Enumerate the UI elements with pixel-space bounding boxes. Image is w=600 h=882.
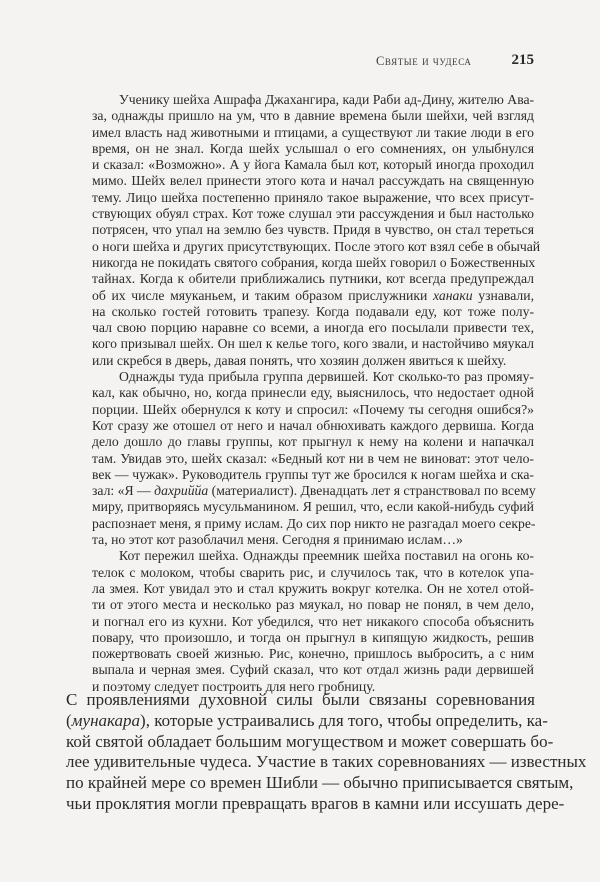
text-segment: имел власть над животными и птицами, а существуют ли такие люди в его: [92, 124, 534, 140]
text-line: [92, 206, 534, 222]
text-segment: тему. Лицо шейха постепенно приняло такое выражение, что всех присут-: [92, 189, 534, 205]
text-line: [66, 752, 587, 773]
text-segment: лее удивительные чудеса. Участие в таких соревнованиях — известных: [66, 752, 587, 772]
text-segment: никогда не покидать святого собрания, когда шейх говорил о Божественных: [92, 254, 536, 270]
text-line: [92, 451, 534, 467]
text-segment: порции. Шейх обернулся к коту и спросил: «Почему ты сегодня ошибся?»: [92, 401, 534, 417]
text-line: [92, 597, 534, 613]
text-line: [92, 662, 534, 678]
text-line: [92, 532, 534, 548]
block-quote: [92, 92, 541, 695]
text-line: [66, 773, 574, 794]
text-segment: о ноги шейха и других присутствующих. После этого кот взял себе в обычай: [92, 238, 541, 254]
text-segment: по крайней мере со времен Шибли — обычно приписывается святым,: [66, 773, 574, 793]
text-line: [92, 173, 534, 189]
text-segment: дело дошло до главы группы, кот прыгнул к нему на колени и напачкал: [92, 434, 534, 450]
quote-paragraph: [92, 548, 534, 695]
text-segment: кой святой обладает большим могуществом и может совершать бо-: [66, 731, 554, 751]
italic-term: дахриййа: [154, 483, 209, 499]
text-segment: телок с молоком, чтобы сварить рис, и случилось так, что в котелок упа-: [92, 564, 534, 580]
quote-paragraph: [92, 369, 534, 548]
running-header: [340, 52, 534, 72]
text-line: [66, 710, 548, 732]
text-line: [92, 499, 534, 515]
text-segment: миру, притворяясь мусульманином. Я решил, что, если какой-нибудь суфий: [92, 499, 534, 515]
text-segment: чьи проклятия могли превращать врагов в камни или иссушать дере-: [66, 793, 565, 813]
text-segment: узнавали,: [472, 287, 534, 303]
text-segment: (: [66, 710, 72, 730]
text-segment: зал: «Я —: [92, 483, 155, 499]
text-segment: Однажды туда прибыла группа дервишей. Кот сколько-то раз промяу-: [119, 369, 534, 385]
text-segment: на сколько гостей готовить трапезу. Когда подавали еду, кот тоже полу-: [92, 303, 534, 319]
text-segment: об их числе мяуканьем, и таким образом прислужники: [92, 287, 434, 303]
text-line: [92, 125, 534, 141]
italic-term: ханаки: [433, 287, 473, 303]
text-segment: ствующих обуял страх. Кот тоже слушал эти рассуждения и был настолько: [92, 206, 534, 222]
text-line: [92, 320, 534, 336]
body-paragraph: [66, 690, 587, 815]
text-line: [92, 238, 541, 255]
text-line: [92, 336, 534, 352]
text-line: [92, 516, 534, 532]
text-segment: С проявлениями духовной силы были связаны соревнования: [66, 690, 535, 709]
text-line: [92, 614, 534, 630]
text-line: [92, 418, 534, 434]
text-segment: Кот сразу же отошел от него и начал обнюхивать каждого дервиша. Когда: [92, 417, 534, 433]
text-segment: век — чужак». Руководитель группы тут же бросился к ногам шейха и ска-: [92, 466, 534, 482]
italic-term: мунакара: [71, 710, 141, 730]
text-segment: пожертвовать своей жизнью. Рис, конечно, пришлось выбросить, а с ним: [92, 646, 534, 662]
text-segment: или скребся в дверь, давая понять, что хозяин должен явиться к шейху.: [92, 352, 507, 368]
text-line: [92, 222, 534, 238]
text-line: [92, 402, 534, 418]
text-line: [92, 108, 534, 124]
text-line: [92, 190, 534, 206]
text-line: [92, 369, 534, 385]
text-line: [66, 690, 535, 711]
text-segment: (материалист). Двенадцать лет я странствовал по всему: [208, 483, 536, 499]
text-line: [92, 630, 534, 646]
page-number: 215: [511, 52, 534, 68]
text-line: [92, 565, 534, 581]
text-segment: ти от этого места и несколько раз мяукал, но повар не понял, в чем дело,: [92, 597, 534, 613]
text-segment: Ученику шейха Ашрафа Джахангира, кади Раби ад-Дину, жителю Ава-: [119, 92, 535, 107]
text-segment: ла змея. Кот увидал это и стал кружить вокруг котелка. Он не хотел отой-: [92, 580, 534, 596]
text-line: [92, 434, 534, 450]
text-segment: за, однажды пришло на ум, что в давние времена были шейхи, чей взгляд: [92, 108, 534, 124]
text-line: [92, 92, 534, 108]
text-line: [66, 731, 554, 753]
text-segment: чал свою порцию наравне со всеми, а иногда его посылали привести тех,: [92, 320, 534, 336]
text-line: [92, 304, 534, 320]
text-segment: ), которые устраивались для того, чтобы определить, ка-: [140, 710, 548, 730]
quote-paragraph: [92, 92, 541, 369]
text-line: [92, 157, 534, 173]
text-line: [92, 548, 534, 564]
text-line: [92, 646, 534, 662]
text-segment: там. Увидав это, шейх сказал: «Бедный кот ни в чем не виноват: этот чело-: [92, 450, 534, 466]
text-line: [92, 288, 534, 304]
text-segment: кого призывал шейх. Он шел к келье того, кого звали, и настойчиво мяукал: [92, 336, 534, 352]
text-line: [92, 467, 534, 483]
text-segment: Кот пережил шейха. Однажды преемник шейха поставил на огонь ко-: [119, 548, 534, 564]
text-line: [92, 271, 534, 287]
text-segment: и сказал: «Возможно». А у йога Камала был кот, который иногда проходил: [92, 157, 534, 173]
text-segment: повару, что произошло, и тогда он прыгнул в кипящую жидкость, решив: [92, 629, 534, 645]
text-line: [92, 581, 534, 597]
text-line: [92, 483, 534, 499]
text-line: [92, 385, 534, 401]
running-title: Святые и чудеса: [376, 54, 472, 68]
text-segment: та, но этот кот разоблачил меня. Сегодня я принимаю ислам…»: [92, 532, 463, 548]
text-segment: мимо. Шейх велел принести этого кота и начал рассуждать на священную: [92, 173, 534, 189]
text-segment: выпала и черная змея. Суфий сказал, что кот отдал жизнь ради дервишей: [92, 662, 534, 678]
text-line: [92, 141, 534, 157]
text-line: [92, 255, 534, 271]
text-segment: потрясен, что упал на землю без чувств. Придя в чувство, он стал тереться: [92, 222, 534, 238]
text-segment: распознает меня, я приму ислам. До сих пор никто не разгадал моего секре-: [92, 515, 536, 531]
text-segment: время, он не знал. Когда шейх услышал о его сомнениях, он улыбнулся: [92, 140, 534, 156]
text-line: [66, 793, 565, 815]
text-line: [92, 353, 534, 369]
text-segment: и погнал его из кухни. Кот убедился, что нет никакого способа объяснить: [92, 613, 534, 629]
text-segment: и поэтому следует построить для него гробницу.: [92, 678, 376, 694]
text-segment: тайнах. Когда к обители приближались путники, кот всегда предупреждал: [92, 271, 534, 287]
text-segment: кал, как обычно, но, когда принесли еду, выяснилось, что недостает одной: [92, 385, 534, 401]
